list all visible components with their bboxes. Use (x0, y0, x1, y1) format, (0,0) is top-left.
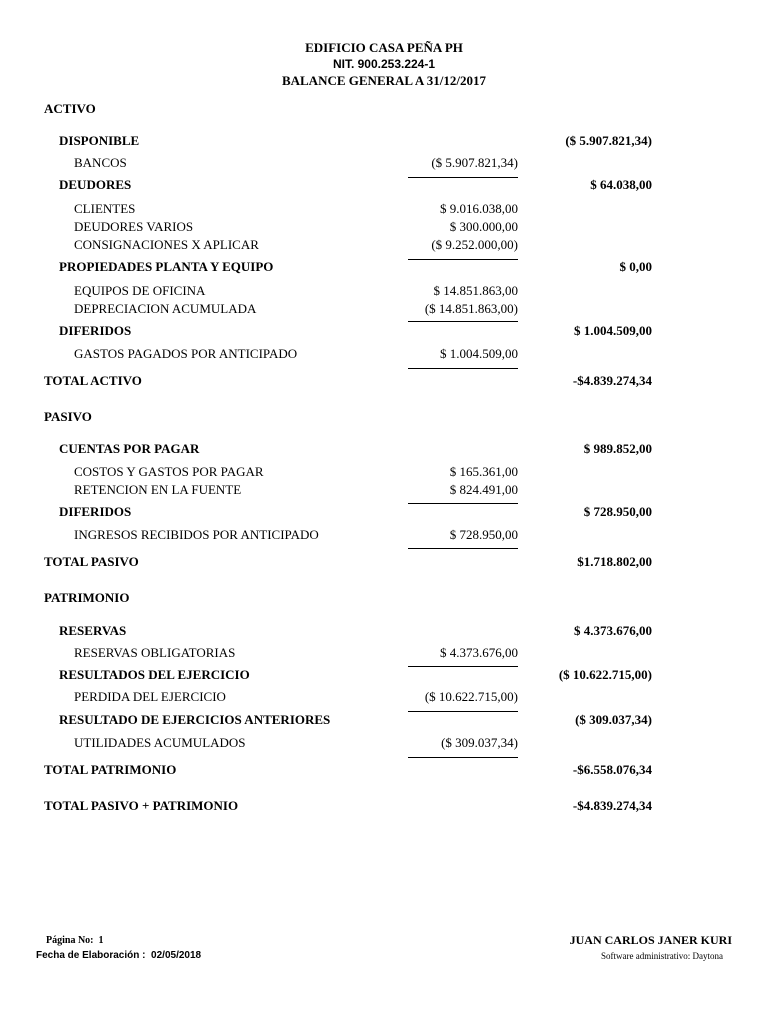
group-label-propiedades: PROPIEDADES PLANTA Y EQUIPO (59, 259, 274, 274)
account-value: $ 1.004.509,00 (440, 346, 518, 361)
account-label: DEUDORES VARIOS (74, 219, 194, 234)
grand-total-label: TOTAL PASIVO + PATRIMONIO (44, 798, 239, 813)
page-label: Página No: (46, 935, 94, 946)
group-total-cuentas-por-pagar: $ 989.852,00 (583, 441, 652, 456)
account-value: ($ 10.622.715,00) (424, 689, 518, 704)
group-total-reservas: $ 4.373.676,00 (574, 623, 652, 638)
subtotal-rule (408, 321, 518, 322)
group-total-disponible: ($ 5.907.821,34) (565, 133, 652, 148)
group-label-disponible: DISPONIBLE (59, 133, 140, 148)
group-total-resultados-ejercicio: ($ 10.622.715,00) (558, 667, 652, 682)
group-total-resultados-anteriores: ($ 309.037,34) (575, 712, 652, 727)
group-label-reservas: RESERVAS (59, 623, 127, 638)
date-value: 02/05/2018 (151, 950, 202, 961)
group-label-resultados-anteriores: RESULTADO DE EJERCICIOS ANTERIORES (59, 712, 331, 727)
account-label: RESERVAS OBLIGATORIAS (74, 645, 236, 660)
account-label: CLIENTES (74, 201, 136, 216)
subtotal-rule (408, 259, 518, 260)
group-label-cuentas-por-pagar: CUENTAS POR PAGAR (59, 441, 200, 456)
section-heading-pasivo: PASIVO (44, 409, 92, 424)
account-value: $ 165.361,00 (449, 464, 518, 479)
group-label-diferidos-activo: DIFERIDOS (59, 323, 132, 338)
total-pasivo-label: TOTAL PASIVO (44, 554, 139, 569)
account-label: COSTOS Y GASTOS POR PAGAR (74, 464, 264, 479)
subtotal-rule (408, 177, 518, 178)
subtotal-rule (408, 666, 518, 667)
subtotal-rule (408, 548, 518, 549)
account-label: PERDIDA DEL EJERCICIO (74, 689, 226, 704)
page-number: 1 (98, 935, 104, 946)
date-label: Fecha de Elaboración : (36, 950, 146, 961)
group-total-deudores: $ 64.038,00 (590, 177, 652, 192)
grand-total-value: -$4.839.274,34 (572, 798, 652, 813)
account-label: GASTOS PAGADOS POR ANTICIPADO (74, 346, 298, 361)
account-value: $ 14.851.863,00 (433, 283, 518, 298)
software-note: Software administrativo: Daytona (601, 951, 723, 961)
account-value: ($ 5.907.821,34) (431, 155, 518, 170)
signatory-name: JUAN CARLOS JANER KURI (569, 933, 732, 947)
subtotal-rule (408, 503, 518, 504)
account-label: EQUIPOS DE OFICINA (74, 283, 206, 298)
company-name: EDIFICIO CASA PEÑA PH (305, 40, 463, 55)
group-label-resultados-ejercicio: RESULTADOS DEL EJERCICIO (59, 667, 250, 682)
page-number-row (46, 936, 104, 946)
group-total-diferidos-activo: $ 1.004.509,00 (574, 323, 652, 338)
total-activo-value: -$4.839.274,34 (572, 373, 652, 388)
group-label-deudores: DEUDORES (59, 177, 132, 192)
subtotal-rule (408, 368, 518, 369)
account-label: DEPRECIACION ACUMULADA (74, 301, 257, 316)
account-value: ($ 9.252.000,00) (431, 237, 518, 252)
total-pasivo-value: $1.718.802,00 (577, 554, 652, 569)
elaboration-date-row (36, 951, 201, 961)
account-value: $ 300.000,00 (449, 219, 518, 234)
account-label: CONSIGNACIONES X APLICAR (74, 237, 259, 252)
subtotal-rule (408, 757, 518, 758)
group-total-propiedades: $ 0,00 (619, 259, 652, 274)
section-heading-activo: ACTIVO (44, 101, 96, 116)
account-value: ($ 14.851.863,00) (424, 301, 518, 316)
account-value: ($ 309.037,34) (441, 735, 518, 750)
total-patrimonio-value: -$6.558.076,34 (572, 762, 652, 777)
subtotal-rule (408, 711, 518, 712)
account-label: INGRESOS RECIBIDOS POR ANTICIPADO (74, 527, 319, 542)
account-label: BANCOS (74, 155, 127, 170)
group-total-diferidos-pasivo: $ 728.950,00 (583, 504, 652, 519)
account-value: $ 4.373.676,00 (440, 645, 518, 660)
total-activo-label: TOTAL ACTIVO (44, 373, 142, 388)
section-heading-patrimonio: PATRIMONIO (44, 590, 130, 605)
report-title: BALANCE GENERAL A 31/12/2017 (281, 73, 487, 88)
account-value: $ 824.491,00 (449, 482, 518, 497)
account-value: $ 9.016.038,00 (440, 201, 518, 216)
account-value: $ 728.950,00 (449, 527, 518, 542)
account-label: UTILIDADES ACUMULADOS (74, 735, 246, 750)
group-label-diferidos-pasivo: DIFERIDOS (59, 504, 132, 519)
total-patrimonio-label: TOTAL PATRIMONIO (44, 762, 177, 777)
company-nit: NIT. 900.253.224-1 (332, 57, 436, 71)
account-label: RETENCION EN LA FUENTE (74, 482, 242, 497)
